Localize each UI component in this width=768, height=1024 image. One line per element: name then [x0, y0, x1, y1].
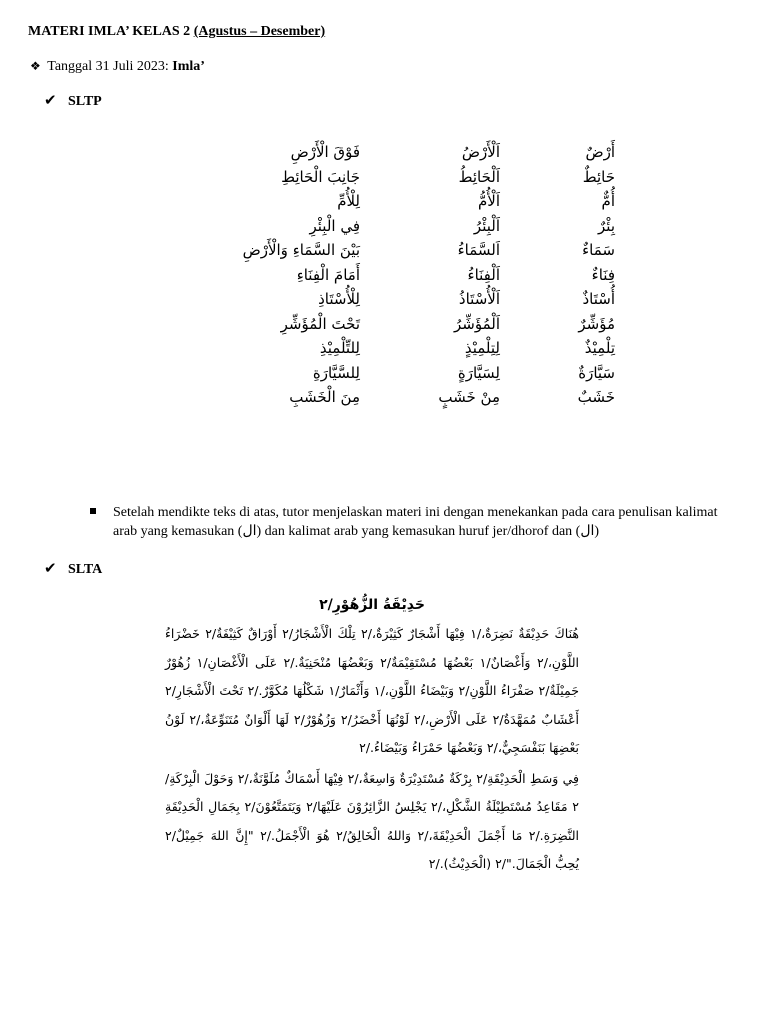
sltp-word: فِي الْبِئْرِ [309, 216, 360, 235]
section-slta [44, 559, 102, 578]
sltp-word: فَوْقَ الْأَرْضِ [290, 143, 360, 162]
sltp-word: تَحْتَ الْمُؤَشِّرِ [280, 314, 360, 333]
sltp-row [240, 165, 615, 190]
sltp-word: تِلْمِيْذٌ [584, 339, 615, 358]
sltp-row [240, 214, 615, 239]
title-main: MATERI IMLA’ KELAS 2 [28, 24, 191, 39]
sltp-word: مِنَ الْخَشَبِ [289, 388, 360, 407]
sltp-row [240, 361, 615, 386]
section-slta-label: SLTA [68, 562, 103, 577]
sltp-word: بِئْرٌ [598, 216, 615, 235]
sltp-word: سَمَاءٌ [582, 241, 615, 260]
section-sltp-label: SLTP [68, 94, 102, 109]
sltp-row [240, 140, 615, 165]
sltp-word: بَيْنَ السَّمَاءِ وَالْأَرْضِ [242, 241, 360, 260]
sltp-word: اَلسَّمَاءُ [457, 241, 500, 260]
checkmark-icon: ✔ [44, 93, 57, 109]
sltp-word: اَلْأَرْضُ [461, 143, 500, 162]
sltp-word: أُسْتَاذٌ [582, 290, 615, 309]
sltp-row [240, 385, 615, 410]
passage-paragraph-2: فِي وَسَطِ الْحَدِيْقَةِ/٢ بِرْكَةٌ مُسْتَدِيْرَةٌ وَاسِعَةٌ،/٢ فِيْهَا أَسْمَاكٌ مُلَوَّنَةٌ،/٢ وَحَوْلَ الْبِرْكَةِ/٢ مَقَاعِدُ مُسْتَطِيْلَةُ الشَّكْلِ،/٢ يَجْلِسُ الزَّائِرُوْنَ عَلَيْهَا/٢ وَيَتَمَتَّعُوْنَ/٢ بِجَمَالِ الْحَدِيْقَةِ النَّضِرَةِ./٢ مَا أَجْمَلَ الْحَدِيْقَةَ،/٢ وَاللهُ الْخَالِقُ/٢ هُوَ الْأَجْمَلُ./٢ "إِنَّ اللهَ جَمِيْلٌ/٢ يُحِبُّ الْجَمَالَ."/٢ (الْحَدِيْثُ)./٢ [165, 770, 580, 871]
diamond-bullet-icon: ❖ [30, 59, 41, 73]
square-bullet-icon [90, 508, 96, 514]
passage-title: حَدِيْقَةُ الزُّهُوْرِ/٢ [319, 597, 425, 613]
sltp-row [240, 238, 615, 263]
sltp-word: اَلْأُسْتَاذُ [458, 290, 500, 309]
sltp-word: لِلْأُسْتَاذِ [318, 290, 360, 309]
sltp-word: لِلْأُمِّ [337, 192, 360, 211]
sltp-word: اَلْأُمُّ [477, 192, 500, 211]
sltp-word: لِسَيَّارَةٍ [457, 363, 500, 382]
sltp-row [240, 287, 615, 312]
sltp-word: أُمٌّ [601, 192, 615, 211]
sltp-word: أَرْضٌ [585, 143, 615, 162]
date-topic: Imla’ [172, 59, 205, 74]
sltp-word: فِنَاءٌ [591, 265, 615, 284]
sltp-row [240, 189, 615, 214]
document-title [28, 24, 325, 40]
date-label: Tanggal 31 Juli 2023: [47, 59, 173, 74]
sltp-word: سَيَّارَةٌ [578, 363, 615, 382]
sltp-row [240, 263, 615, 288]
sltp-word: حَائِطٌ [582, 167, 615, 186]
tutor-note [90, 503, 720, 541]
sltp-word: جَانِبَ الْحَائِطِ [281, 167, 360, 186]
sltp-word-table [240, 140, 615, 410]
section-sltp [44, 91, 102, 110]
tutor-note-text: Setelah mendikte teks di atas, tutor menjelaskan materi ini dengan menekankan pada cara penulisan kalimat arab yang kemasukan (ال) dan kalimat arab yang kemasukan huruf jer/dhorof dan (ال) [113, 505, 718, 539]
sltp-row [240, 312, 615, 337]
sltp-word: اَلْبِئْرُ [473, 216, 500, 235]
passage-paragraph-1: هُنَاكَ حَدِيْقَةٌ نَضِرَةٌ،/١ فِيْهَا أَشْجَارٌ كَثِيْرَةٌ،/٢ تِلْكَ الْأَشْجَارُ/٢ أَوْرَاقٌ كَثِيْفَةٌ/٢ خَضْرَاءُ اللَّوْنِ،/٢ وَأَغْصَانٌ/١ بَعْضُهَا مُسْتَقِيْمَةٌ/٢ وَبَعْضُهَا مُنْحَنِيَةٌ./٢ عَلَى الْأَغْصَانِ/١ زُهُوْرٌ جَمِيْلَةٌ/٢ صَفْرَاءُ اللَّوْنِ/٢ وَبَيْضَاءُ اللَّوْنِ،/١ وَأَثْمَارٌ/١ شَكْلُهَا مُكَوَّرٌ./٢ تَحْتَ الْأَشْجَارِ/٢ أَعْشَابٌ مُمَهَّدَةٌ/٢ عَلَى الْأَرْضِ،/٢ لَوْنُهَا أَخْضَرُ/٢ وَزُهُوْرٌ/٢ لَهَا أَلْوَانٌ مُتَنَوِّعَةٌ،/٢ لَوْنُ بَعْضِهَا بَنَفْسَجِيٌّ،/٢ وَبَعْضُهَا حَمْرَاءُ وَبَيْضَاءُ./٢ [165, 626, 579, 755]
sltp-word: لِتِلْمِيْذٍ [464, 339, 500, 358]
title-period: (Agustus – Desember) [193, 24, 326, 39]
date-line [30, 59, 205, 75]
sltp-word: اَلْحَائِطُ [458, 167, 500, 186]
sltp-word: اَلْمُؤَشِّرُ [453, 314, 500, 333]
checkmark-icon: ✔ [44, 561, 57, 577]
sltp-row [240, 336, 615, 361]
sltp-word: لِلتِّلْمِيْذِ [319, 339, 360, 358]
sltp-word: خَشَبٌ [577, 388, 615, 407]
sltp-word: لِلسَّيَّارَةِ [312, 363, 360, 382]
sltp-word: اَلْفِنَاءُ [467, 265, 500, 284]
slta-passage [165, 590, 579, 879]
sltp-word: أَمَامَ الْفِنَاءِ [296, 265, 360, 284]
sltp-word: مِنْ خَشَبٍ [438, 388, 500, 407]
sltp-word: مُؤَشِّرٌ [578, 314, 615, 333]
